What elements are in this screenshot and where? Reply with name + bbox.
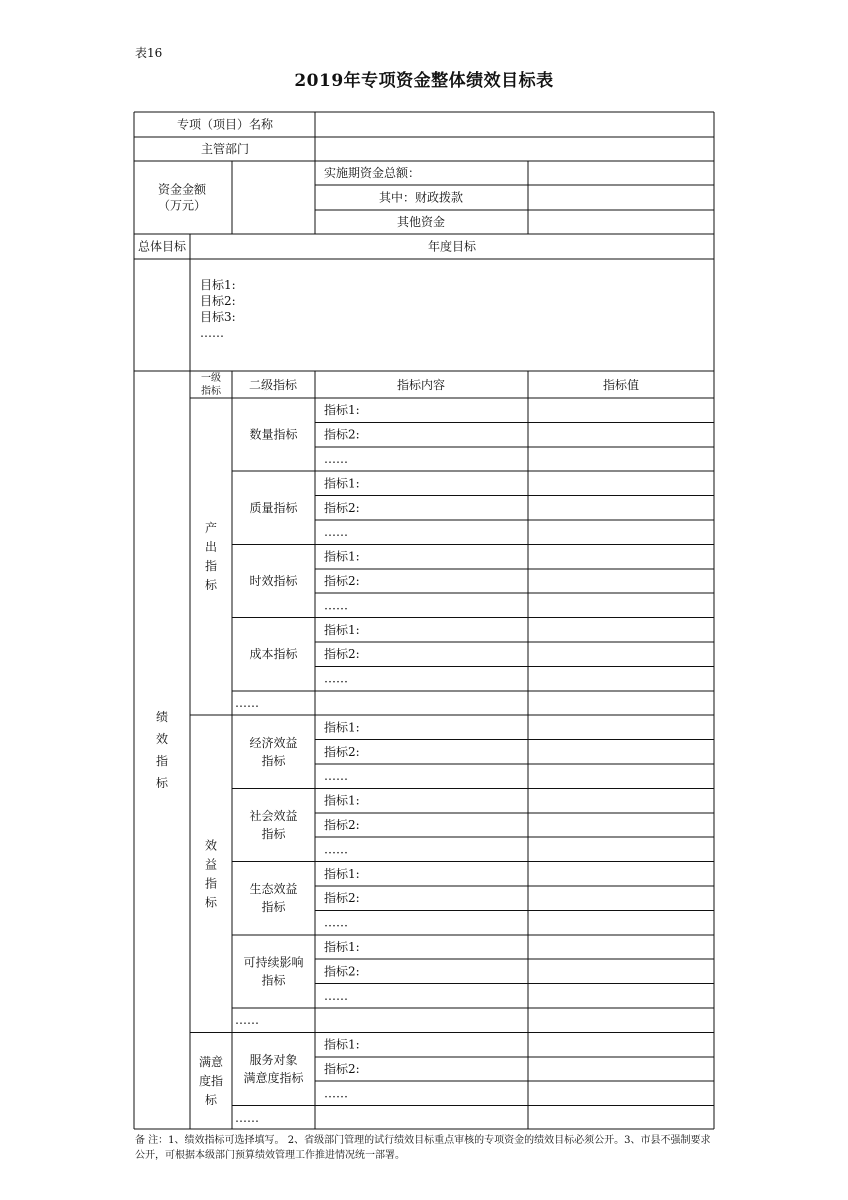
annual-goal-item: …… xyxy=(200,326,224,340)
indicator-item: 指标1: xyxy=(324,403,360,418)
indicator-item: 指标1: xyxy=(324,622,360,637)
fiscal-funds-label: 其中：财政拨款 xyxy=(378,190,464,205)
indicator-item: 指标2: xyxy=(324,818,360,832)
content-header: 指标内容 xyxy=(396,378,446,392)
performance-label: 标 xyxy=(155,776,169,790)
indicator-item: …… xyxy=(324,769,348,784)
indicator-item: …… xyxy=(324,842,348,857)
level1-indicator: 出 xyxy=(204,540,218,555)
level1-indicator: 标 xyxy=(204,578,218,593)
indicator-item: 指标1: xyxy=(324,720,360,735)
level1-indicator: 满意 xyxy=(198,1055,224,1070)
indicator-item: 指标1: xyxy=(324,1037,360,1052)
more-indicators: …… xyxy=(235,1110,259,1125)
annual-goal-item: 目标3: xyxy=(200,310,236,324)
indicator-item: 指标2: xyxy=(324,500,360,515)
indicator-item: 指标1: xyxy=(324,940,360,954)
level2-indicator: 指标 xyxy=(261,973,286,988)
table-number: 表16 xyxy=(135,46,163,60)
overall-goal-label: 总体目标 xyxy=(137,239,187,254)
level2-indicator: 质量指标 xyxy=(249,500,298,515)
annual-goal-label: 年度目标 xyxy=(427,239,477,254)
level2-indicator: 数量指标 xyxy=(249,427,298,442)
level2-indicator: 指标 xyxy=(261,753,286,768)
project-name-label: 专项（项目）名称 xyxy=(176,117,274,132)
indicator-item: 指标2: xyxy=(324,427,360,442)
level2-indicator: 满意度指标 xyxy=(243,1071,304,1085)
indicator-item: 指标1: xyxy=(324,549,360,564)
level1-indicator: 指 xyxy=(204,559,218,574)
level2-indicator: 社会效益 xyxy=(249,809,298,823)
indicator-item: …… xyxy=(324,915,348,930)
total-funds-label: 实施期资金总额： xyxy=(324,166,421,180)
indicator-item: 指标1: xyxy=(324,476,360,491)
annual-goal-item: 目标2: xyxy=(200,294,236,308)
level2-indicator: 指标 xyxy=(261,827,286,841)
indicator-item: 指标1: xyxy=(324,866,360,881)
other-funds-label: 其他资金 xyxy=(396,215,446,229)
indicator-item: 指标2: xyxy=(324,574,360,588)
indicator-item: 指标2: xyxy=(324,744,360,759)
level1-indicator: 标 xyxy=(204,1093,218,1108)
footnote: 备 注：1、绩效指标可选择填写。 2、省级部门管理的试行绩效目标重点审核的专项资金的绩效目标必须公开。3、市县不强制要求公开，可根据本级部门预算绩效管理工作推进情况统一部署。 xyxy=(135,1135,711,1161)
indicator-item: …… xyxy=(324,598,348,613)
indicator-item: …… xyxy=(324,1086,348,1101)
fund-amount-label: （万元） xyxy=(157,198,207,213)
indicator-item: 指标2: xyxy=(324,1062,360,1076)
level2-indicator: 经济效益 xyxy=(249,735,298,750)
level1-indicator: 指 xyxy=(204,876,218,891)
level1-indicator: 产 xyxy=(204,521,218,536)
level1-indicator: 效 xyxy=(204,838,218,853)
fund-amount-label: 资金金额 xyxy=(157,182,207,197)
value-header: 指标值 xyxy=(602,378,640,392)
indicator-item: …… xyxy=(324,671,348,686)
indicator-item: …… xyxy=(324,525,348,540)
level1-indicator: 度指 xyxy=(198,1074,224,1089)
level1-indicator: 益 xyxy=(204,857,218,872)
indicator-item: 指标2: xyxy=(324,891,360,906)
level2-indicator: 时效指标 xyxy=(249,574,298,588)
annual-goal-item: 目标1: xyxy=(200,278,236,292)
department-label: 主管部门 xyxy=(200,142,250,156)
more-indicators: …… xyxy=(235,696,259,710)
level2-indicator: 指标 xyxy=(261,900,286,915)
indicator-item: …… xyxy=(324,452,348,466)
level1-header: 指标 xyxy=(201,386,221,397)
indicator-item: 指标2: xyxy=(324,964,360,979)
level2-indicator: 可持续影响 xyxy=(243,955,304,970)
indicator-item: 指标1: xyxy=(324,793,360,808)
indicator-item: …… xyxy=(324,988,348,1003)
indicator-item: 指标2: xyxy=(324,647,360,662)
page-title: 2019年专项资金整体绩效目标表 xyxy=(294,71,554,91)
performance-label: 指 xyxy=(155,754,169,768)
level2-header: 二级指标 xyxy=(248,378,298,392)
level2-indicator: 成本指标 xyxy=(249,647,298,662)
performance-label: 效 xyxy=(155,732,169,746)
level2-indicator: 生态效益 xyxy=(249,882,298,897)
level2-indicator: 服务对象 xyxy=(249,1053,298,1067)
level1-header: 一级 xyxy=(201,373,221,384)
performance-label: 绩 xyxy=(155,710,169,724)
level1-indicator: 标 xyxy=(204,895,218,910)
more-indicators: …… xyxy=(235,1013,259,1028)
